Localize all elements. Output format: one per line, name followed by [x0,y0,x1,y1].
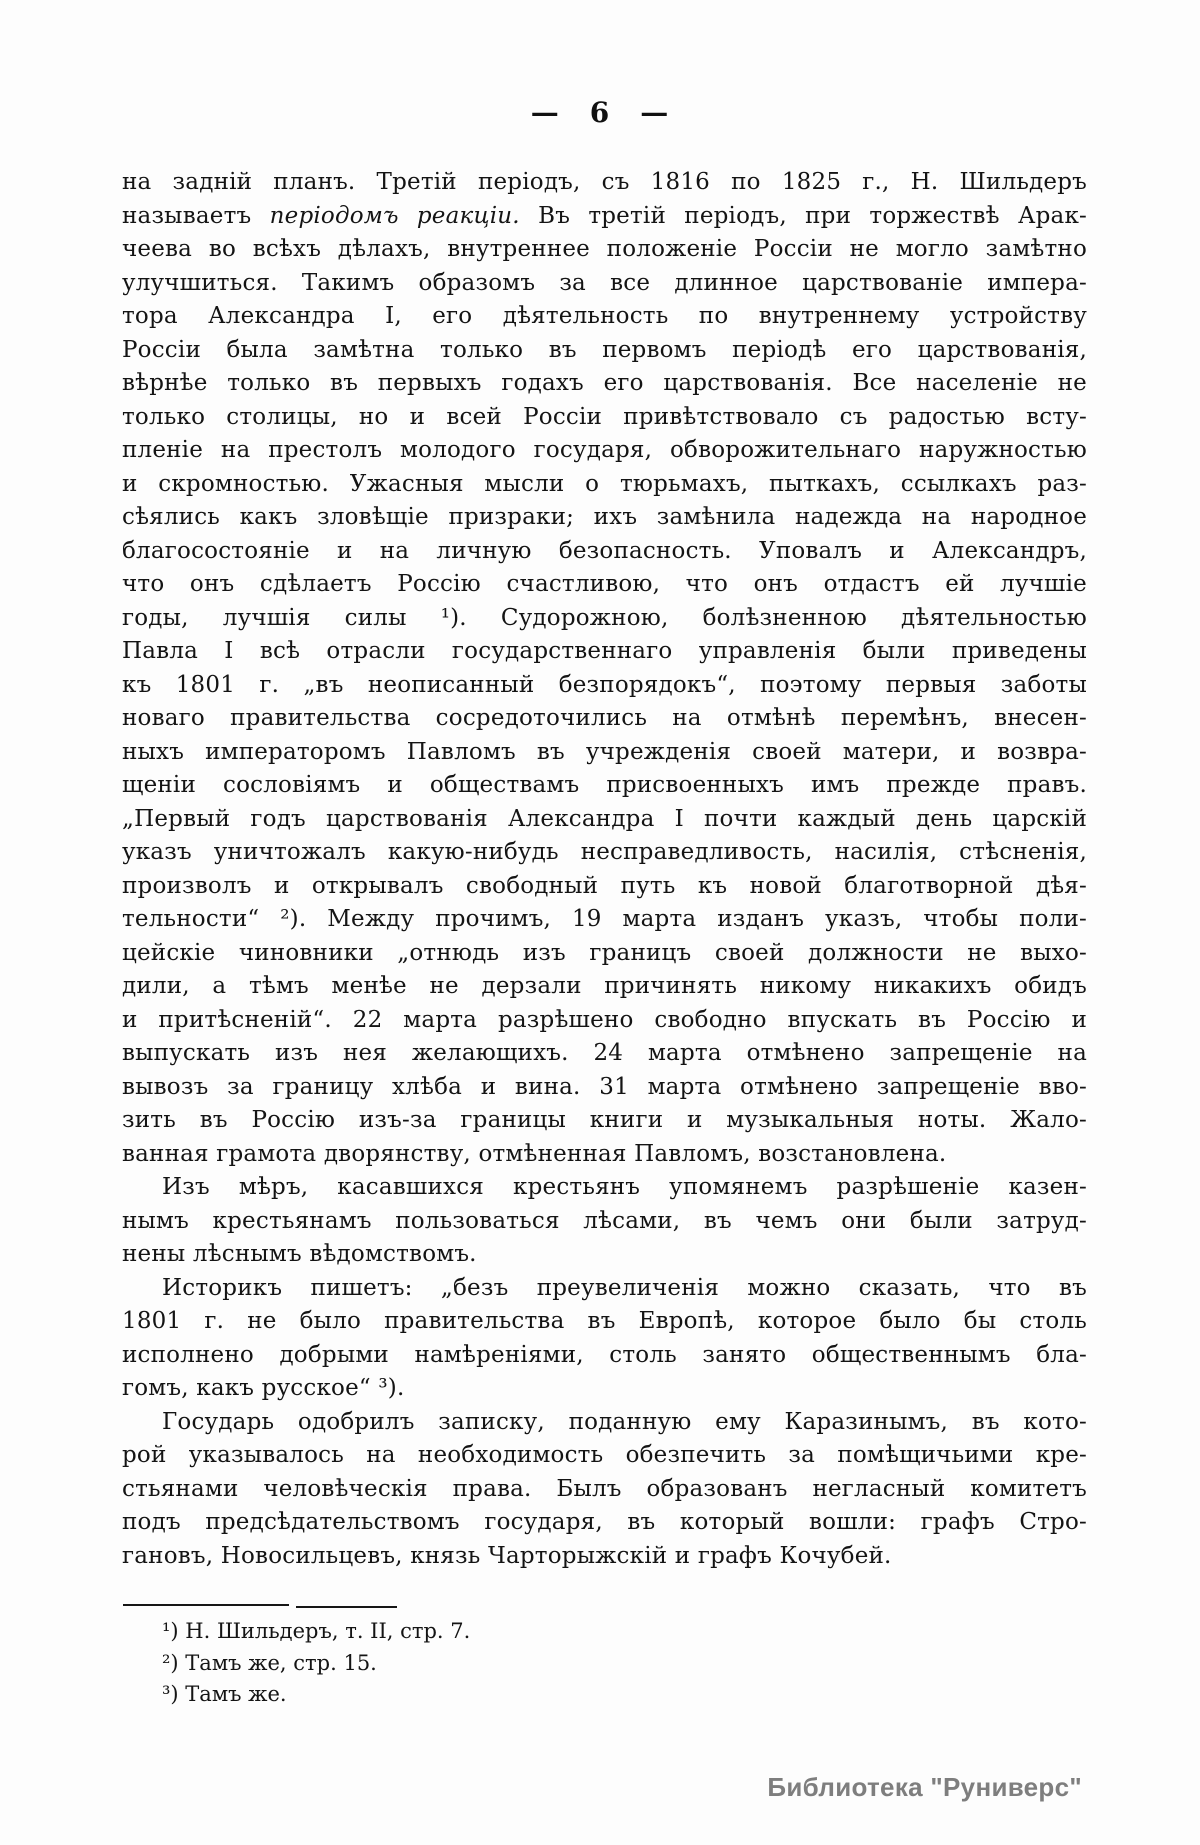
footnote: ²) Тамъ же, стр. 15. [162,1650,377,1675]
text-line: стьянами человѣческія права. Былъ образованъ негласный комитетъ [122,1475,1087,1502]
text-line: къ 1801 г. „въ неописанный безпорядокъ“, поэтому первыя заботы [122,671,1087,698]
text-line: и притѣсненій“. 22 марта разрѣшено свободно впускать въ Россію и [122,1006,1087,1033]
text-line: чеева во всѣхъ дѣлахъ, внутреннее положеніе Россіи не могло замѣтно [122,236,1087,262]
footnotes [122,1616,1087,1711]
text-line: тора Александра I, его дѣятельность по внутреннему устройству [122,303,1087,329]
text-line: нены лѣснымъ вѣдомствомъ. [122,1241,477,1267]
text-line: гомъ, какъ русское“ ³). [122,1375,405,1401]
text-line: исполнено добрыми намѣреніями, столь занято общественнымъ бла- [122,1341,1087,1368]
library-watermark: Библиотека "Руниверс" [767,1772,1082,1802]
page-number-dash-right: — [640,96,670,129]
text-line: ванная грамота дворянству, отмѣненная Павломъ, возстановлена. [122,1140,947,1167]
text-line: Историкъ пишетъ: „безъ преувеличенія можно сказать, что въ [162,1274,1087,1301]
text-line: гановъ, Новосильцевъ, князь Чарторыжскій и графъ Кочубей. [122,1542,892,1569]
text-line: Россіи была замѣтна только въ первомъ періодѣ его царствованія, [122,336,1087,363]
text-line: подъ предсѣдательствомъ государя, въ который вошли: графъ Стро- [122,1509,1087,1535]
text-line: вывозъ за границу хлѣба и вина. 31 марта отмѣнено запрещеніе вво- [122,1073,1087,1100]
text-line: дили, а тѣмъ менѣе не дерзали причинять никому никакихъ обидъ [122,973,1087,999]
text-line: благосостояніе и на личную безопасность. Уповалъ и Александръ, [122,537,1087,564]
text-line: зить въ Россію изъ-за границы книги и музыкальныя ноты. Жало- [122,1107,1087,1133]
footnote: ¹) Н. Шильдеръ, т. II, стр. 7. [162,1619,471,1643]
text-line: новаго правительства сосредоточились на отмѣнѣ перемѣнъ, внесен- [122,705,1087,731]
text-line: пленіе на престолъ молодого государя, обворожительнаго наружностью [122,437,1087,463]
italic-phrase: періодомъ реакціи. [269,202,520,229]
text-line: что онъ сдѣлаетъ Россію счастливою, что онъ отдастъ ей лучшіе [122,571,1087,597]
page-number-dash-left: — [530,96,560,129]
text-line: Павла I всѣ отрасли государственнаго управленія были приведены [122,638,1087,664]
text-line: цейскіе чиновники „отнюдь изъ границъ своей должности не выхо- [122,939,1087,966]
text-line: нымъ крестьянамъ пользоваться лѣсами, въ чемъ они были затруд- [122,1207,1087,1234]
text-line: ныхъ императоромъ Павломъ въ учрежденія своей матери, и возвра- [122,738,1087,765]
text-line: вѣрнѣе только въ первыхъ годахъ его царствованія. Все населеніе не [122,370,1087,396]
footnote-separator [123,1604,289,1606]
text-line: только столицы, но и всей Россіи привѣтствовало съ радостью всту- [122,403,1087,430]
text-line: годы, лучшія силы ¹). Судорожною, болѣзненною дѣятельностью [122,604,1087,631]
text-line: называетъ періодомъ реакціи. Въ третій періодъ, при торжествѣ Арак- [122,202,1088,229]
footnote: ³) Тамъ же. [162,1682,287,1706]
text-line: Государь одобрилъ записку, поданную ему Каразинымъ, въ кото- [162,1408,1087,1435]
page-number-value: 6 [589,96,611,129]
text-line: улучшиться. Такимъ образомъ за все длинное царствованіе импера- [122,269,1087,296]
footnote-separator [296,1606,397,1608]
text-line: сѣялись какъ зловѣщіе призраки; ихъ замѣнила надежда на народное [122,504,1087,530]
text-line: щеніи сословіямъ и обществамъ присвоенныхъ имъ прежде правъ. [122,772,1087,798]
page-number [0,96,1200,129]
text-line: Изъ мѣръ, касавшихся крестьянъ упомянемъ разрѣшеніе казен- [162,1174,1087,1200]
text-line: рой указывалось на необходимость обезпечить за помѣщичьими кре- [122,1442,1087,1468]
text-line: выпускать изъ нея желающихъ. 24 марта отмѣнено запрещеніе на [122,1040,1087,1066]
text-line: „Первый годъ царствованія Александра I почти каждый день царскій [122,805,1087,832]
page-text [122,166,1087,1573]
text-line: и скромностью. Ужасныя мысли о тюрьмахъ, пыткахъ, ссылкахъ раз- [122,470,1087,497]
text-line: тельности“ ²). Между прочимъ, 19 марта изданъ указъ, чтобы поли- [122,906,1087,932]
text-line: на задній планъ. Третій періодъ, съ 1816 по 1825 г., Н. Шильдеръ [122,169,1087,195]
text-line: указъ уничтожалъ какую-нибудь несправедливость, насилія, стѣсненія, [122,839,1087,865]
text-line: произволъ и открывалъ свободный путь къ новой благотворной дѣя- [122,872,1087,899]
text-line: 1801 г. не было правительства въ Европѣ, которое было бы столь [122,1308,1087,1334]
